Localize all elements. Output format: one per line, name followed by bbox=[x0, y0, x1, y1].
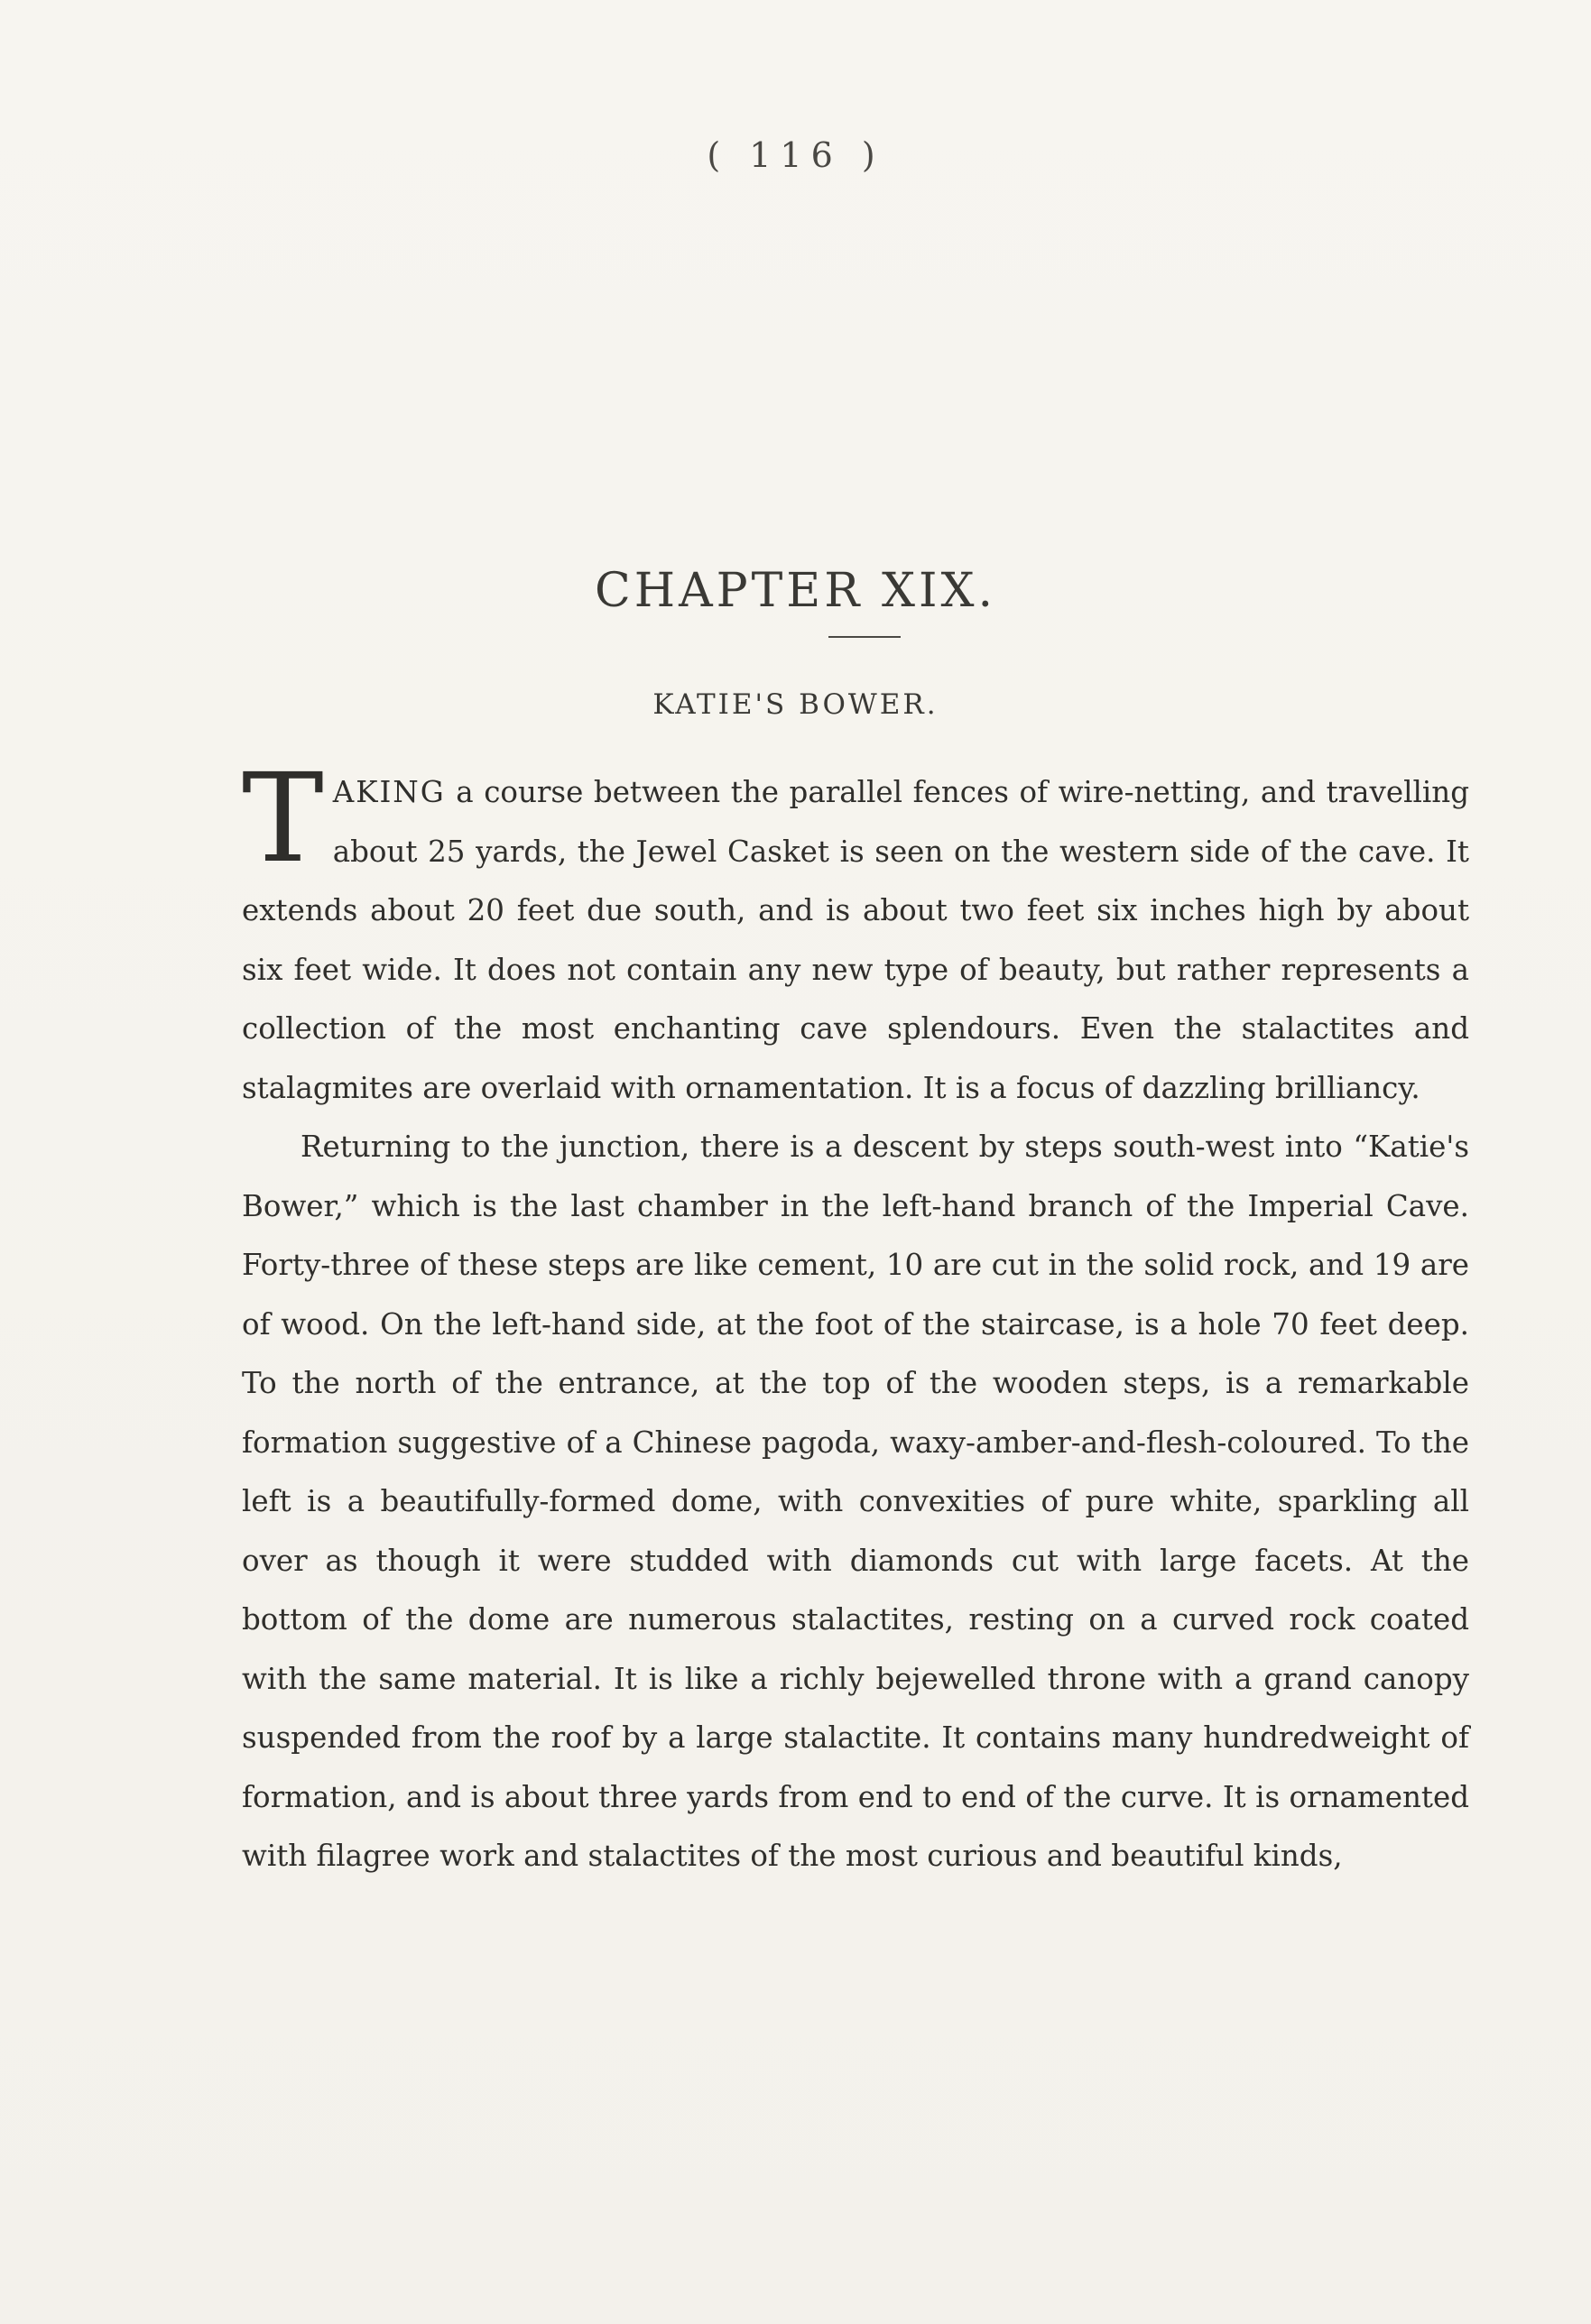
paragraph-1-text: a course between the parallel fences of wire-netting, and travelling about 25 yards, the Jewel Casket is seen on the western side of the cave. It extends about 20 feet due south, and is about two feet six inches high by about six feet wide. It does not contain any new type of beauty, but rather represents a collection of the most enchanting cave splendours. Even the stalactites and stalagmites are overlaid with ornamentation. It is a focus of dazzling brilliancy. bbox=[242, 775, 1469, 1105]
drop-cap: T bbox=[242, 748, 324, 890]
page-number: ( 116 ) bbox=[707, 135, 884, 175]
paragraph-2: Returning to the junction, there is a descent by steps south-west into “Katie's Bower,” which is the last chamber in the left-hand branch of the Imperial Cave. Forty-three of these steps are like cement, 10 are cut in the solid rock, and 19 are of wood. On the left-hand side, at the foot of the staircase, is a hole 70 feet deep. To the north of the entrance, at the top of the wooden steps, is a remarkable formation suggestive of a Chinese pagoda, waxy-amber-and-flesh-coloured. To the left is a beautifully-formed dome, with convexities of pure white, sparkling all over as though it were studded with diamonds cut with large facets. At the bottom of the dome are numerous stalactites, resting on a curved rock coated with the same material. It is like a richly bejewelled throne with a grand canopy suspended from the roof by a large stalactite. It contains many hundredweight of formation, and is about three yards from end to end of the curve. It is ornamented with filagree work and stalactites of the most curious and beautiful kinds, bbox=[242, 1130, 1469, 1873]
first-word-rest: AKING bbox=[332, 775, 446, 809]
body-text bbox=[242, 748, 1469, 1886]
chapter-title: CHAPTER XIX. bbox=[594, 563, 997, 618]
section-title: KATIE'S BOWER. bbox=[652, 688, 939, 721]
title-rule bbox=[828, 636, 901, 638]
paragraph-1 bbox=[242, 748, 1469, 1118]
